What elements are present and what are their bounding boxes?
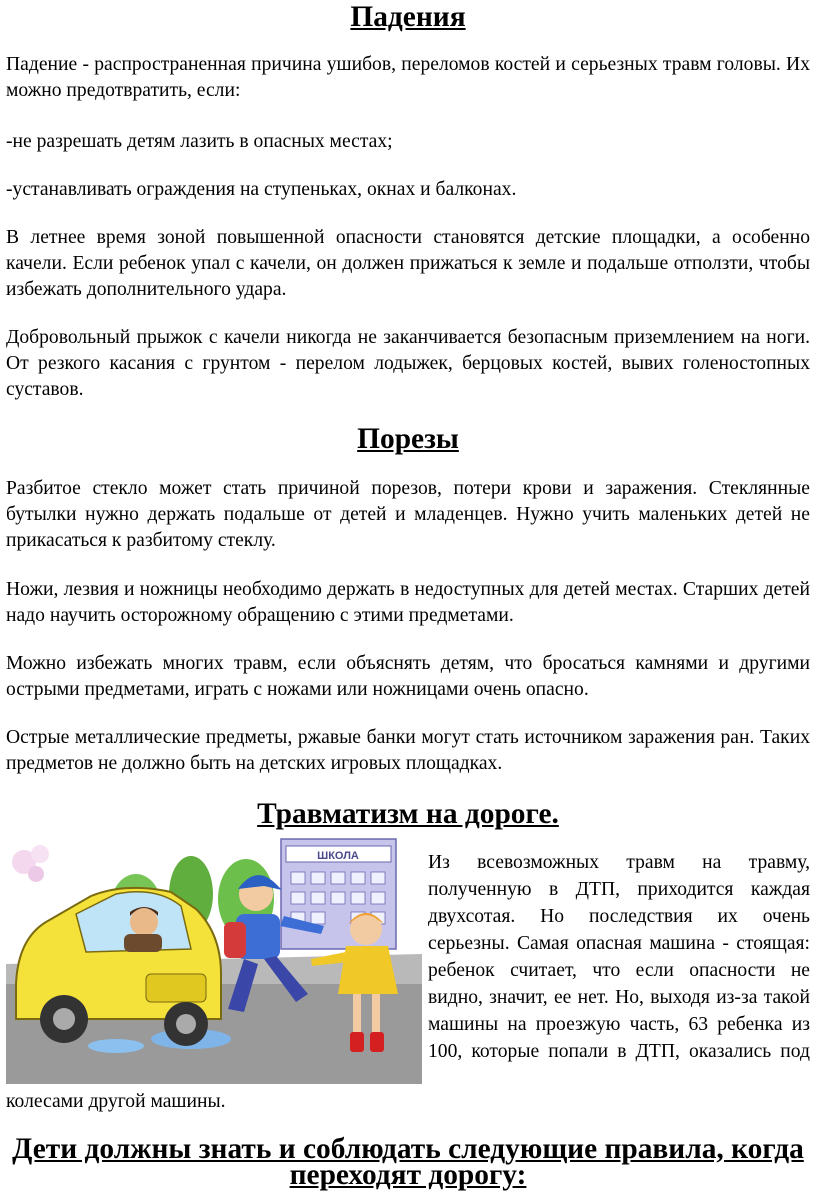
road-side-paragraph: Из всевозможных травм на травму, полученную в ДТП, приходится каждая двухсотая. Но последствия их очень серьезны. Самая опасная машина - стоящая: ребенок считает, что если опасности не видно, значит, ее нет. Но, выходя из-за такой машины на проезжую часть, 63 ребенка из 100, которые попали в ДТП, оказались под	[428, 852, 810, 1062]
road-continuation-text: колесами другой машины.	[6, 1091, 226, 1112]
falls-paragraph-3: -устанавливать ограждения на ступеньках, окнах и балконах.	[6, 179, 517, 200]
cuts-paragraph-3: Можно избежать многих травм, если объяснять детям, что бросаться камнями и другими острыми предметами, играть с ножами или ножницами очень опасно.	[6, 653, 810, 700]
heading-road: Травматизм на дороге.	[257, 798, 559, 830]
heading-rules: Дети должны знать и соблюдать следующие правила, когда переходят дорогу:	[12, 1133, 804, 1191]
road-side-text-block	[428, 849, 810, 1065]
falls-paragraph-5: Добровольный прыжок с качели никогда не заканчивается безопасным приземлением на ноги. От резкого касания с грунтом - перелом лодыжек, берцовых костей, вывих голеностопных суставов.	[6, 327, 810, 400]
cuts-paragraph-4: Острые металлические предметы, ржавые банки могут стать источником заражения ран. Таких предметов не должно быть на детских игровых площадках.	[6, 727, 810, 774]
falls-paragraph-2: -не разрешать детям лазить в опасных местах;	[6, 131, 393, 152]
cuts-paragraph-1: Разбитое стекло может стать причиной порезов, потери крови и заражения. Стеклянные бутылки нужно держать подальше от детей и младенцев. Нужно учить маленьких детей не прикасаться к разбитому стеклу.	[6, 478, 810, 551]
heading-cuts: Порезы	[357, 423, 459, 455]
falls-paragraph-4: В летнее время зоной повышенной опасности становятся детские площадки, а особенно качели. Если ребенок упал с качели, он должен прижаться к земле и подальше отползти, чтобы избежать дополнительного удара.	[6, 227, 810, 300]
cuts-paragraph-2: Ножи, лезвия и ножницы необходимо держать в недоступных для детей местах. Старших детей надо научить осторожному обращению с этими предметами.	[6, 579, 810, 626]
heading-falls: Падения	[350, 1, 466, 33]
road-illustration	[6, 834, 422, 1084]
falls-paragraph-1: Падение - распространенная причина ушибов, переломов костей и серьезных травм головы. Их можно предотвратить, если:	[6, 54, 810, 101]
school-sign-text: ШКОЛА	[317, 850, 359, 862]
car-and-children-illustration	[6, 834, 422, 1084]
